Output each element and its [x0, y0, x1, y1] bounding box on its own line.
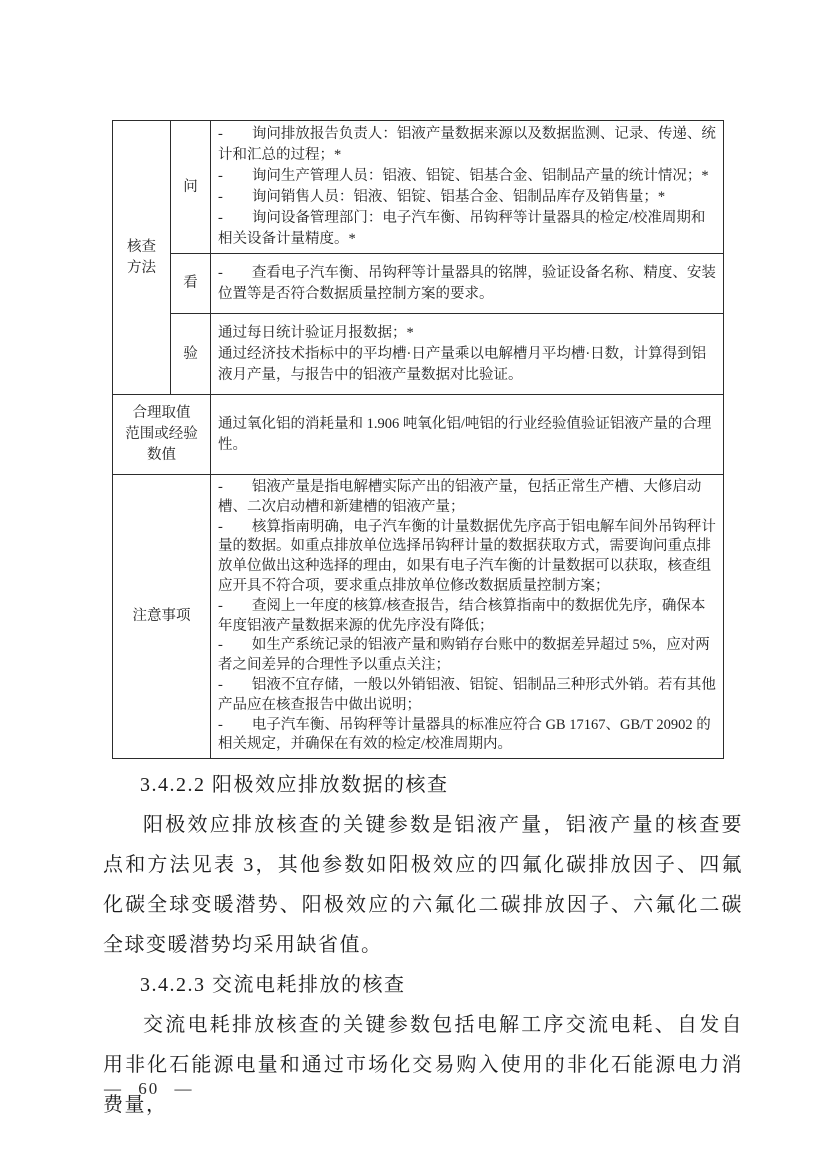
ask-item: - 询问销售人员：铝液、铝锭、铝基合金、铝制品库存及销售量；* [218, 189, 666, 205]
notes-label-cell: 注意事项 [113, 475, 211, 759]
method-label-line: 核查 [127, 238, 156, 255]
page-number: — 60 — [104, 1079, 194, 1098]
range-label-cell [113, 395, 211, 475]
method-label-line: 方法 [127, 259, 156, 276]
heading-3-4-2-3: 3.4.2.3 交流电耗排放的核查 [140, 974, 406, 996]
verify-content-cell [211, 314, 724, 395]
ask-content-cell [211, 121, 724, 254]
verify-line: 通过每日统计验证月报数据；* [218, 324, 414, 341]
notes-item: - 查阅上一年度的核算/核查报告，结合核算指南中的数据优先序，确保本年度铝液产量数据来源的优先序没有降低； [218, 597, 706, 634]
table-row-verify [113, 314, 724, 395]
notes-content-cell [211, 475, 724, 759]
table-row-range [113, 395, 724, 475]
look-content-cell [211, 254, 724, 314]
notes-item: - 核算指南明确，电子汽车衡的计量数据优先序高于铝电解车间外吊钩秤计量的数据。如重点排放单位选择吊钩秤计量的数据获取方式，需要询问重点排放单位做出这种选择的理由，如果有电子汽车衡的计量数据可以获取，核查组应开具不符合项，要求重点排放单位修改数据质量控制方案； [218, 518, 716, 594]
verify-label-cell: 验 [171, 314, 211, 395]
notes-item: - 铝液不宜存储，一般以外销铝液、铝锭、铝制品三种形式外销。若有其他产品应在核查报告中做出说明； [218, 676, 716, 713]
table-row-ask [113, 121, 724, 254]
ask-item: - 询问生产管理人员：铝液、铝锭、铝基合金、铝制品产量的统计情况；* [218, 168, 709, 184]
verification-methods-table [112, 120, 724, 759]
notes-item: - 如生产系统记录的铝液产量和购销存台账中的数据差异超过 5%，应对两者之间差异的合理性予以重点关注； [218, 637, 710, 674]
range-content-cell [211, 395, 724, 475]
table-row-notes [113, 475, 724, 759]
range-text: 通过氧化铝的消耗量和 1.906 吨氧化铝/吨铝的行业经验值验证铝液产量的合理性。 [218, 415, 712, 453]
range-label-line: 合理取值 [132, 405, 191, 421]
ask-label-cell: 问 [171, 121, 211, 254]
verify-line: 通过经济技术指标中的平均槽·日产量乘以电解槽月平均槽·日数，计算得到铝液月产量，与报告中的铝液产量数据对比验证。 [218, 345, 707, 383]
paragraph-anode-effect: 阳极效应排放核查的关键参数是铝液产量，铝液产量的核查要点和方法见表 3，其他参数如阳极效应的四氟化碳排放因子、四氟化碳全球变暖潜势、阳极效应的六氟化二碳排放因子、六氟化二碳全球变暖潜势均采用缺省值。 [103, 814, 743, 956]
body-text-section [103, 765, 743, 1125]
method-label-cell [113, 121, 171, 395]
table-row-look [113, 254, 724, 314]
ask-item: - 询问设备管理部门：电子汽车衡、吊钩秤等计量器具的检定/校准周期和相关设备计量精度。* [218, 210, 706, 247]
look-item: - 查看电子汽车衡、吊钩秤等计量器具的铭牌，验证设备名称、精度、安装位置等是否符合数据质量控制方案的要求。 [218, 264, 716, 302]
notes-item: - 铝液产量是指电解槽实际产出的铝液产量，包括正常生产槽、大修启动槽、二次启动槽和新建槽的铝液产量； [218, 479, 702, 515]
range-label-line: 范围或经验 [125, 426, 198, 442]
range-label-line: 数值 [147, 447, 176, 463]
ask-item: - 询问排放报告负责人：铝液产量数据来源以及数据监测、记录、传递、统计和汇总的过程；* [218, 126, 716, 163]
paragraph-ac-power: 交流电耗排放核查的关键参数包括电解工序交流电耗、自发自用非化石能源电量和通过市场化交易购入使用的非化石能源电力消费量， [103, 1014, 743, 1116]
look-label-cell: 看 [171, 254, 211, 314]
heading-3-4-2-2: 3.4.2.2 阳极效应排放数据的核查 [140, 774, 449, 796]
notes-item: - 电子汽车衡、吊钩秤等计量器具的标准应符合 GB 17167、GB/T 20902 的相关规定，并确保在有效的检定/校准周期内。 [218, 716, 711, 753]
